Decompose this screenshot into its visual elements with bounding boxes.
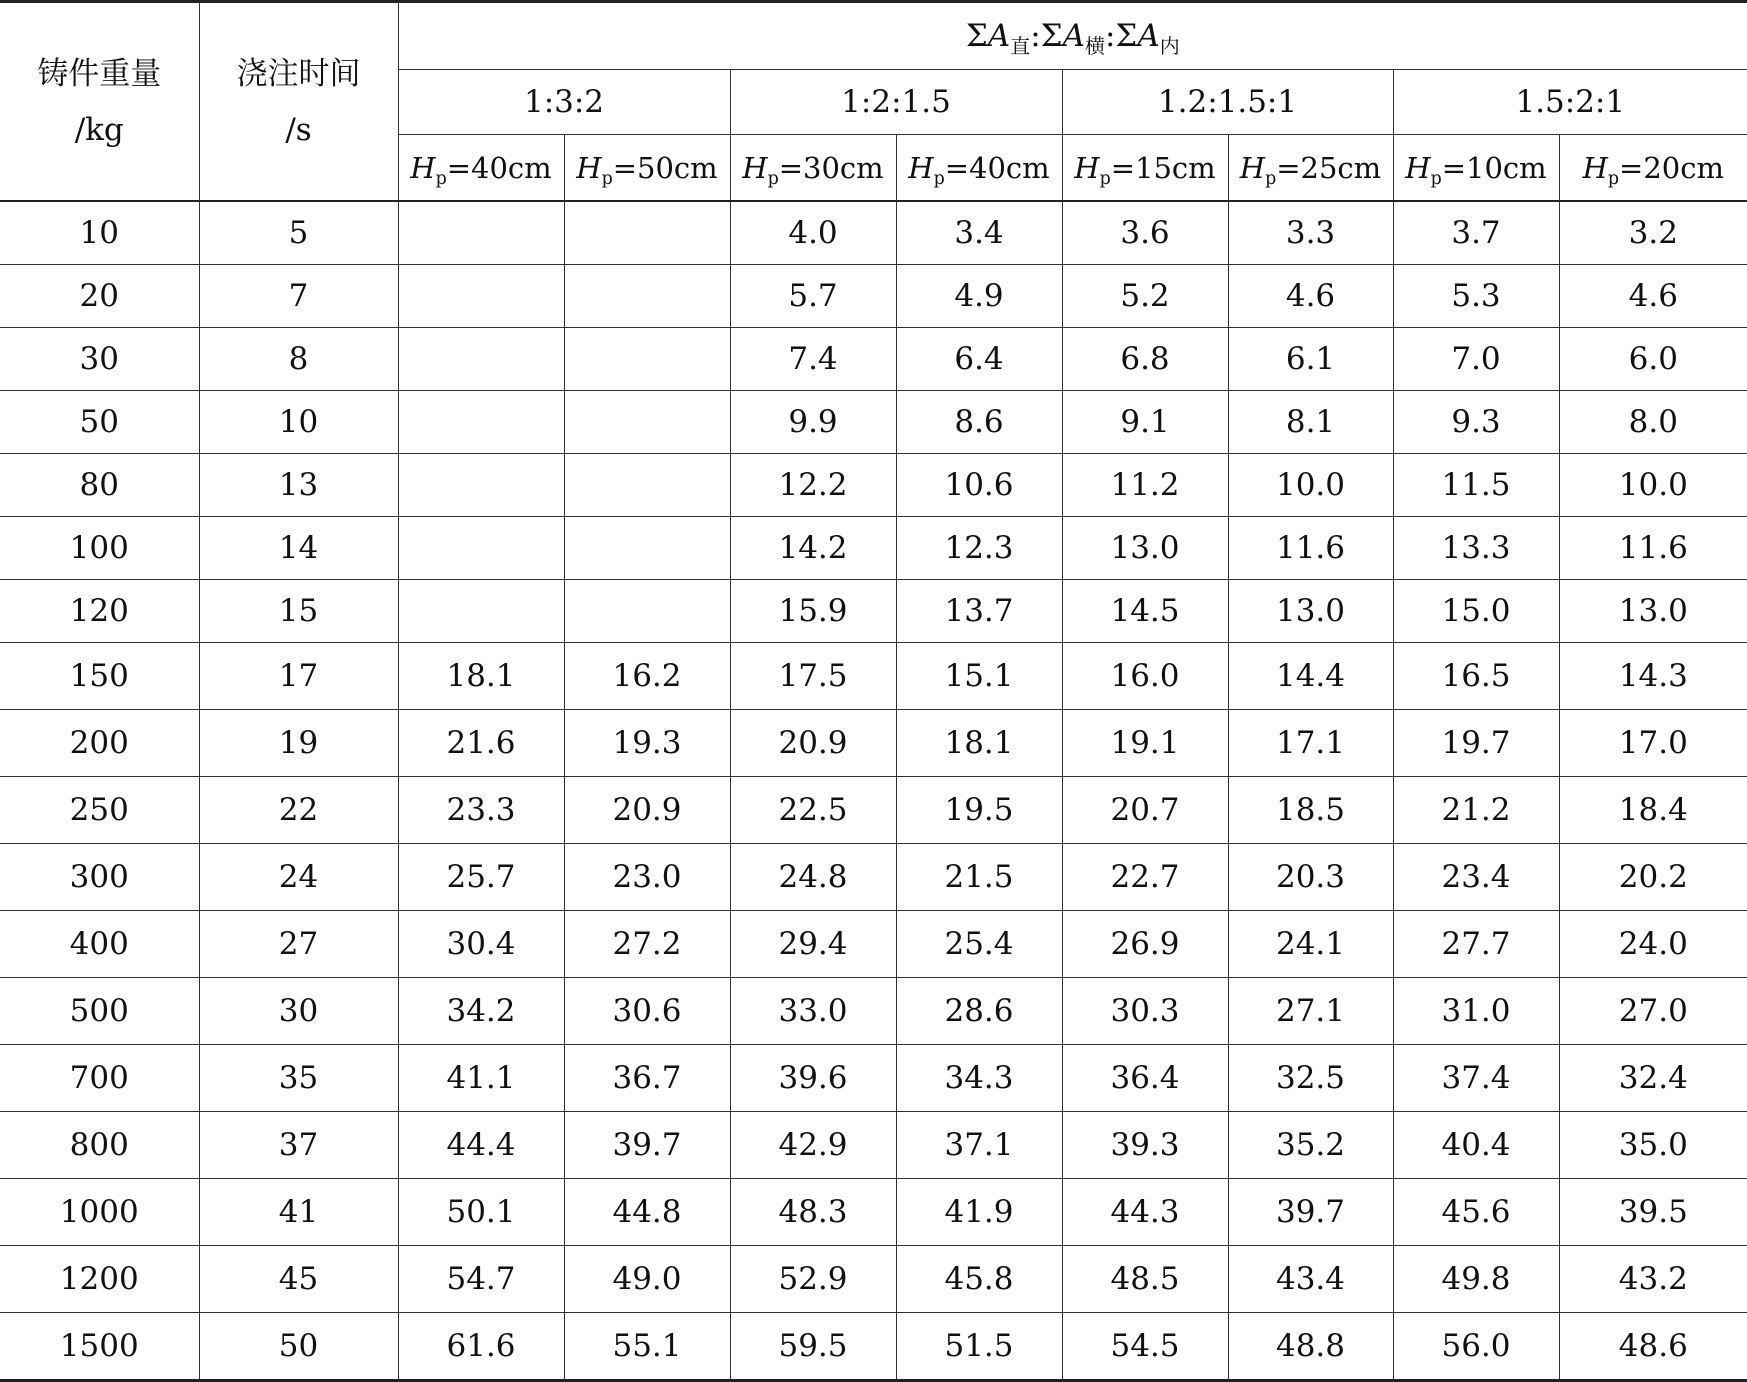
cell-casting-weight: 1200 — [0, 1246, 199, 1313]
cell-area-value: 50.1 — [398, 1179, 564, 1246]
cell-area-value: 22.5 — [730, 777, 896, 844]
cell-area-value: 37.4 — [1393, 1045, 1559, 1112]
cell-area-value — [398, 454, 564, 517]
cell-area-value: 36.4 — [1062, 1045, 1228, 1112]
cell-area-value: 22.7 — [1062, 844, 1228, 911]
cell-casting-weight: 250 — [0, 777, 199, 844]
cell-pouring-time: 19 — [199, 710, 398, 777]
cell-area-value: 52.9 — [730, 1246, 896, 1313]
cell-pouring-time: 22 — [199, 777, 398, 844]
table-row — [0, 1045, 1747, 1112]
header-pouring-time — [199, 2, 398, 202]
cell-area-value: 33.0 — [730, 978, 896, 1045]
cell-area-value: 17.5 — [730, 643, 896, 710]
cell-casting-weight: 120 — [0, 580, 199, 643]
cell-area-value: 8.0 — [1559, 391, 1747, 454]
header-hp-column: $H_p=15cm$ — [1062, 135, 1228, 202]
cell-area-value: 17.1 — [1228, 710, 1393, 777]
table-row — [0, 643, 1747, 710]
cell-area-value: 8.6 — [896, 391, 1062, 454]
cell-area-value — [564, 517, 730, 580]
cell-area-value: 36.7 — [564, 1045, 730, 1112]
cell-pouring-time: 17 — [199, 643, 398, 710]
cell-area-value: 35.0 — [1559, 1112, 1747, 1179]
cell-area-value: 9.3 — [1393, 391, 1559, 454]
cell-area-value: 23.4 — [1393, 844, 1559, 911]
cell-area-value: 3.7 — [1393, 201, 1559, 265]
cell-area-value: 42.9 — [730, 1112, 896, 1179]
header-hp-column: $H_p=10cm$ — [1393, 135, 1559, 202]
cell-area-value: 55.1 — [564, 1313, 730, 1381]
cell-area-value — [398, 201, 564, 265]
cell-casting-weight: 10 — [0, 201, 199, 265]
cell-area-value: 18.5 — [1228, 777, 1393, 844]
cell-area-value: 5.3 — [1393, 265, 1559, 328]
table-row — [0, 777, 1747, 844]
cell-pouring-time: 27 — [199, 911, 398, 978]
cell-area-value — [398, 328, 564, 391]
cell-area-value: 49.8 — [1393, 1246, 1559, 1313]
cell-casting-weight: 300 — [0, 844, 199, 911]
cell-pouring-time: 8 — [199, 328, 398, 391]
table-header — [0, 2, 1747, 202]
cell-area-value: 32.5 — [1228, 1045, 1393, 1112]
cell-area-value — [398, 580, 564, 643]
cell-area-value: 13.3 — [1393, 517, 1559, 580]
table-row — [0, 1179, 1747, 1246]
cell-area-value: 9.1 — [1062, 391, 1228, 454]
cell-area-value: 3.2 — [1559, 201, 1747, 265]
cell-area-value — [564, 580, 730, 643]
cell-area-value: 4.0 — [730, 201, 896, 265]
cell-pouring-time: 30 — [199, 978, 398, 1045]
table-row — [0, 844, 1747, 911]
cell-area-value: 20.9 — [564, 777, 730, 844]
cell-area-value: 15.0 — [1393, 580, 1559, 643]
cell-area-value: 7.4 — [730, 328, 896, 391]
cell-area-value: 5.2 — [1062, 265, 1228, 328]
cell-area-value: 20.3 — [1228, 844, 1393, 911]
table-row — [0, 978, 1747, 1045]
cell-area-value: 13.0 — [1062, 517, 1228, 580]
cell-pouring-time: 24 — [199, 844, 398, 911]
cell-pouring-time: 13 — [199, 454, 398, 517]
cell-casting-weight: 30 — [0, 328, 199, 391]
table-row — [0, 580, 1747, 643]
cell-area-value: 21.2 — [1393, 777, 1559, 844]
header-pouring-time-unit: /s — [285, 111, 312, 148]
cell-casting-weight: 200 — [0, 710, 199, 777]
cell-area-value — [564, 201, 730, 265]
cell-pouring-time: 37 — [199, 1112, 398, 1179]
cell-area-value: 27.2 — [564, 911, 730, 978]
cell-casting-weight: 1500 — [0, 1313, 199, 1381]
table-row — [0, 265, 1747, 328]
header-pouring-time-label: 浇注时间 — [236, 55, 361, 92]
header-hp-column: $H_p=50cm$ — [564, 135, 730, 202]
cell-area-value: 20.2 — [1559, 844, 1747, 911]
cell-area-value: 19.3 — [564, 710, 730, 777]
cell-area-value: 48.8 — [1228, 1313, 1393, 1381]
cell-area-value: 10.0 — [1559, 454, 1747, 517]
cell-area-value: 45.6 — [1393, 1179, 1559, 1246]
cell-pouring-time: 5 — [199, 201, 398, 265]
cell-area-value: 10.0 — [1228, 454, 1393, 517]
cell-pouring-time: 50 — [199, 1313, 398, 1381]
header-ratio-group: 1:3:2 — [398, 70, 730, 135]
cell-area-value: 13.0 — [1228, 580, 1393, 643]
table-row — [0, 454, 1747, 517]
cell-area-value: 49.0 — [564, 1246, 730, 1313]
cell-casting-weight: 700 — [0, 1045, 199, 1112]
cell-area-value: 24.8 — [730, 844, 896, 911]
cell-area-value: 14.4 — [1228, 643, 1393, 710]
cell-area-value: 32.4 — [1559, 1045, 1747, 1112]
cell-area-value: 15.9 — [730, 580, 896, 643]
cell-area-value: 12.3 — [896, 517, 1062, 580]
cell-area-value: 48.3 — [730, 1179, 896, 1246]
cell-area-value: 30.4 — [398, 911, 564, 978]
cell-area-value — [564, 454, 730, 517]
cell-area-value: 24.1 — [1228, 911, 1393, 978]
cell-area-value: 11.5 — [1393, 454, 1559, 517]
cell-area-value: 10.6 — [896, 454, 1062, 517]
cell-area-value: 3.6 — [1062, 201, 1228, 265]
cell-area-value: 48.5 — [1062, 1246, 1228, 1313]
header-area-ratio: $\Sigma A_直:\Sigma A_横:\Sigma A_内$ — [398, 2, 1747, 70]
cell-area-value: 4.9 — [896, 265, 1062, 328]
cell-area-value: 28.6 — [896, 978, 1062, 1045]
cell-area-value: 44.3 — [1062, 1179, 1228, 1246]
cell-area-value: 11.6 — [1228, 517, 1393, 580]
cell-casting-weight: 80 — [0, 454, 199, 517]
cell-pouring-time: 35 — [199, 1045, 398, 1112]
cell-area-value: 34.2 — [398, 978, 564, 1045]
table-row — [0, 391, 1747, 454]
cell-casting-weight: 50 — [0, 391, 199, 454]
cell-pouring-time: 45 — [199, 1246, 398, 1313]
cell-area-value: 40.4 — [1393, 1112, 1559, 1179]
table-row — [0, 1246, 1747, 1313]
table-row — [0, 710, 1747, 777]
cell-casting-weight: 1000 — [0, 1179, 199, 1246]
cell-area-value: 17.0 — [1559, 710, 1747, 777]
cell-area-value: 8.1 — [1228, 391, 1393, 454]
table-row — [0, 911, 1747, 978]
cell-casting-weight: 800 — [0, 1112, 199, 1179]
cell-area-value — [398, 517, 564, 580]
cell-area-value: 41.1 — [398, 1045, 564, 1112]
cell-area-value — [398, 391, 564, 454]
cell-area-value: 18.4 — [1559, 777, 1747, 844]
cell-area-value: 45.8 — [896, 1246, 1062, 1313]
cell-area-value: 14.5 — [1062, 580, 1228, 643]
cell-area-value: 11.6 — [1559, 517, 1747, 580]
cell-area-value: 39.3 — [1062, 1112, 1228, 1179]
cell-area-value: 19.7 — [1393, 710, 1559, 777]
cell-area-value: 56.0 — [1393, 1313, 1559, 1381]
table-body — [0, 201, 1747, 1381]
cell-area-value: 6.4 — [896, 328, 1062, 391]
header-hp-column: $H_p=30cm$ — [730, 135, 896, 202]
cell-area-value: 16.0 — [1062, 643, 1228, 710]
cell-area-value: 18.1 — [398, 643, 564, 710]
cell-area-value: 31.0 — [1393, 978, 1559, 1045]
cell-area-value: 13.7 — [896, 580, 1062, 643]
cell-area-value: 61.6 — [398, 1313, 564, 1381]
cell-casting-weight: 150 — [0, 643, 199, 710]
table-row — [0, 1112, 1747, 1179]
cell-area-value: 19.1 — [1062, 710, 1228, 777]
header-ratio-group: 1.5:2:1 — [1393, 70, 1747, 135]
header-hp-column: $H_p=40cm$ — [398, 135, 564, 202]
cell-area-value: 43.2 — [1559, 1246, 1747, 1313]
cell-area-value: 43.4 — [1228, 1246, 1393, 1313]
cell-area-value: 16.2 — [564, 643, 730, 710]
cell-area-value: 5.7 — [730, 265, 896, 328]
cell-area-value: 15.1 — [896, 643, 1062, 710]
cell-area-value: 51.5 — [896, 1313, 1062, 1381]
table-row — [0, 1313, 1747, 1381]
cell-area-value: 7.0 — [1393, 328, 1559, 391]
cell-area-value: 30.3 — [1062, 978, 1228, 1045]
cell-area-value: 23.0 — [564, 844, 730, 911]
cell-area-value: 13.0 — [1559, 580, 1747, 643]
cell-casting-weight: 100 — [0, 517, 199, 580]
cell-area-value: 3.4 — [896, 201, 1062, 265]
cell-area-value: 11.2 — [1062, 454, 1228, 517]
cell-area-value: 3.3 — [1228, 201, 1393, 265]
cell-area-value: 27.1 — [1228, 978, 1393, 1045]
cell-area-value: 37.1 — [896, 1112, 1062, 1179]
cell-area-value: 20.9 — [730, 710, 896, 777]
cell-area-value: 14.3 — [1559, 643, 1747, 710]
cell-area-value: 48.6 — [1559, 1313, 1747, 1381]
cell-area-value: 19.5 — [896, 777, 1062, 844]
cell-area-value: 4.6 — [1559, 265, 1747, 328]
cell-area-value — [398, 265, 564, 328]
cell-pouring-time: 41 — [199, 1179, 398, 1246]
cell-area-value: 23.3 — [398, 777, 564, 844]
cell-area-value: 25.7 — [398, 844, 564, 911]
cell-area-value: 27.7 — [1393, 911, 1559, 978]
header-casting-weight — [0, 2, 199, 202]
cell-pouring-time: 15 — [199, 580, 398, 643]
cell-area-value: 21.5 — [896, 844, 1062, 911]
header-hp-column: $H_p=25cm$ — [1228, 135, 1393, 202]
cell-pouring-time: 10 — [199, 391, 398, 454]
cell-area-value: 30.6 — [564, 978, 730, 1045]
cell-area-value: 41.9 — [896, 1179, 1062, 1246]
cell-casting-weight: 20 — [0, 265, 199, 328]
header-ratio-group: 1.2:1.5:1 — [1062, 70, 1393, 135]
header-ratio-group: 1:2:1.5 — [730, 70, 1062, 135]
cell-area-value: 6.8 — [1062, 328, 1228, 391]
header-casting-weight-unit: /kg — [74, 111, 124, 148]
cell-area-value: 25.4 — [896, 911, 1062, 978]
cell-area-value: 54.7 — [398, 1246, 564, 1313]
cell-area-value: 12.2 — [730, 454, 896, 517]
cell-area-value: 59.5 — [730, 1313, 896, 1381]
cell-area-value: 20.7 — [1062, 777, 1228, 844]
cell-area-value — [564, 328, 730, 391]
cell-casting-weight: 400 — [0, 911, 199, 978]
cell-area-value: 35.2 — [1228, 1112, 1393, 1179]
table-row — [0, 517, 1747, 580]
cell-area-value: 18.1 — [896, 710, 1062, 777]
cell-area-value: 16.5 — [1393, 643, 1559, 710]
table-row — [0, 201, 1747, 265]
header-hp-column: $H_p=20cm$ — [1559, 135, 1747, 202]
cell-area-value: 27.0 — [1559, 978, 1747, 1045]
cell-area-value: 39.6 — [730, 1045, 896, 1112]
cell-area-value: 39.7 — [1228, 1179, 1393, 1246]
cell-area-value: 4.6 — [1228, 265, 1393, 328]
cell-area-value: 34.3 — [896, 1045, 1062, 1112]
cell-pouring-time: 14 — [199, 517, 398, 580]
cell-pouring-time: 7 — [199, 265, 398, 328]
table-row — [0, 328, 1747, 391]
cell-casting-weight: 500 — [0, 978, 199, 1045]
header-casting-weight-label: 铸件重量 — [37, 55, 162, 92]
cell-area-value: 14.2 — [730, 517, 896, 580]
cell-area-value: 39.7 — [564, 1112, 730, 1179]
cell-area-value: 9.9 — [730, 391, 896, 454]
cell-area-value: 54.5 — [1062, 1313, 1228, 1381]
cell-area-value — [564, 265, 730, 328]
cell-area-value: 29.4 — [730, 911, 896, 978]
header-hp-column: $H_p=40cm$ — [896, 135, 1062, 202]
cell-area-value: 21.6 — [398, 710, 564, 777]
cell-area-value: 24.0 — [1559, 911, 1747, 978]
cell-area-value: 44.8 — [564, 1179, 730, 1246]
cell-area-value: 6.1 — [1228, 328, 1393, 391]
cell-area-value: 44.4 — [398, 1112, 564, 1179]
cell-area-value — [564, 391, 730, 454]
cell-area-value: 6.0 — [1559, 328, 1747, 391]
cell-area-value: 39.5 — [1559, 1179, 1747, 1246]
cell-area-value: 26.9 — [1062, 911, 1228, 978]
